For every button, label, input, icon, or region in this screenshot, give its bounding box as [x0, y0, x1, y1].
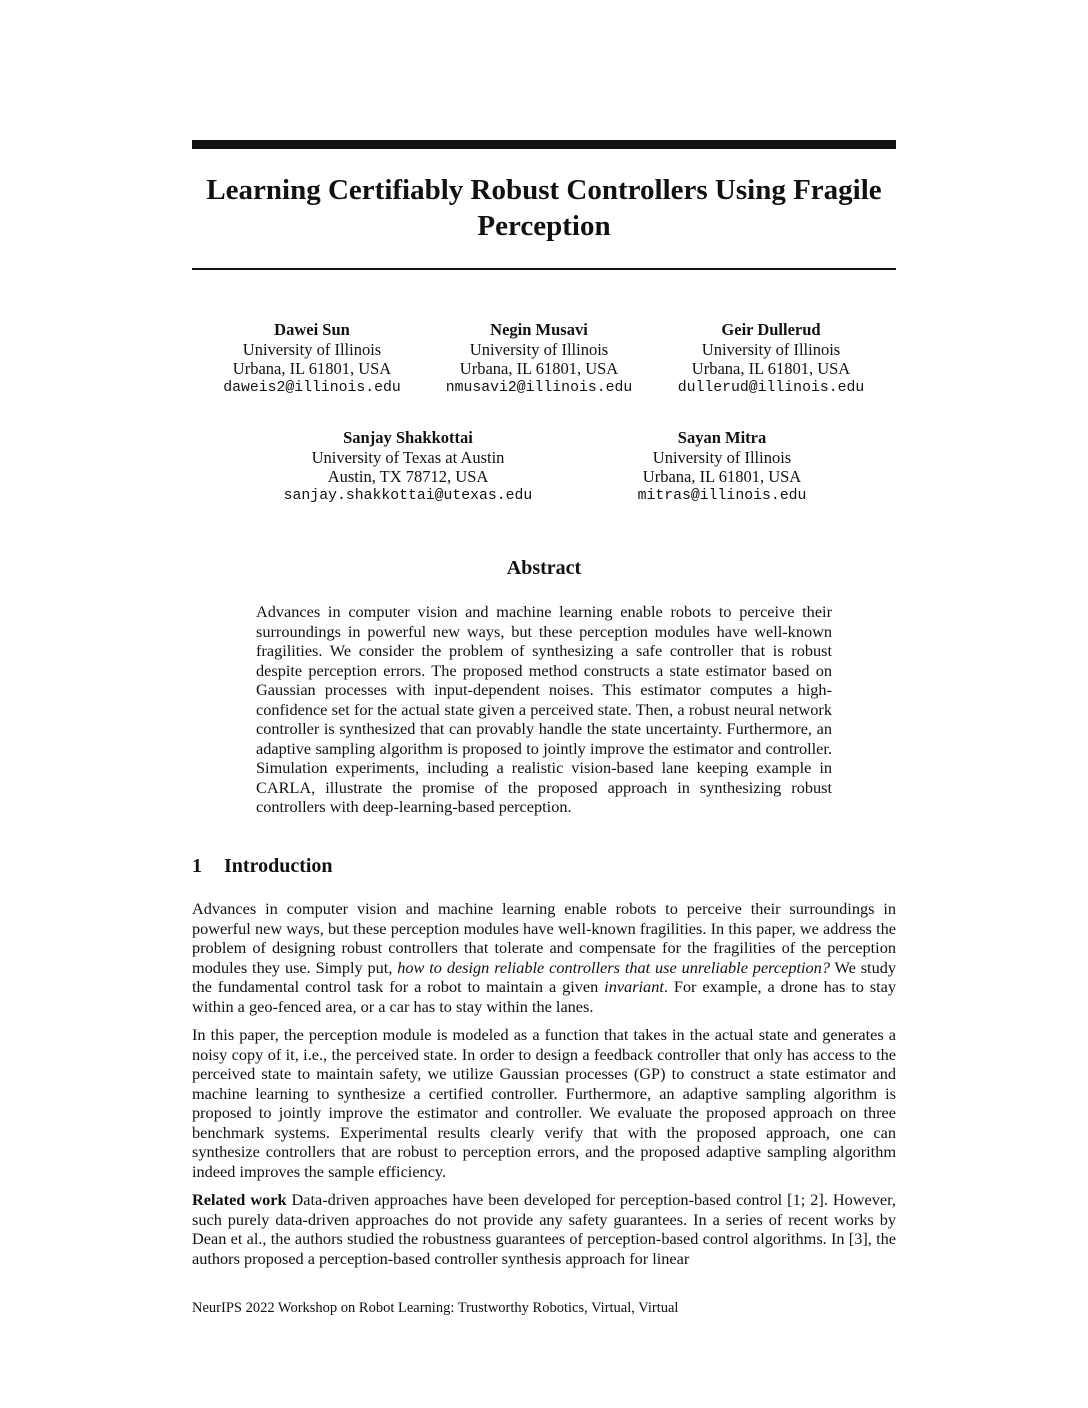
section-heading — [192, 854, 333, 878]
paragraph: In this paper, the perception module is modeled as a function that takes in the actual state and generates a noisy copy of it, i.e., the perceived state. In order to design a feedback controller that only has access to the perceived state to maintain safety, we utilize Gaussian processes (GP) to construct a state estimator and machine learning to synthesize a certified controller. Furthermore, an adaptive sampling algorithm is proposed to jointly improve the estimator and controller. We evaluate the proposed approach on three benchmark systems. Experimental results clearly verify that with the proposed approach, one can synthesize controllers that are robust to perception errors, and the proposed adaptive sampling algorithm indeed improves the sample efficiency. — [192, 1025, 896, 1181]
section-title: Introduction — [224, 855, 333, 877]
paper-title: Learning Certifiably Robust Controllers Using Fragile Perception — [206, 174, 882, 242]
author-affiliation: University of Illinois — [469, 339, 609, 359]
author-name: Sayan Mitra — [677, 428, 767, 447]
paragraph — [192, 1190, 896, 1268]
author-block — [212, 320, 412, 398]
abstract-heading: Abstract — [506, 557, 582, 579]
section-number: 1 — [192, 855, 202, 877]
paragraph — [192, 899, 896, 1016]
section-body — [192, 899, 896, 1277]
author-affiliation: University of Illinois — [652, 447, 792, 467]
author-address: Urbana, IL 61801, USA — [459, 359, 619, 379]
author-block — [669, 320, 873, 398]
author-address: Urbana, IL 61801, USA — [691, 359, 851, 379]
paragraph-text: Data-driven approaches have been developed for perception-based control [1; 2]. However, such purely data-driven approaches do not provide any safety guarantees. In a series of recent works by Dean et al., the authors studied the robustness guarantees of perception-based control algorithms. In [3], the authors proposed a perception-based controller synthesis approach for linear — [192, 1190, 896, 1268]
paragraph-text: We study the fundamental control task for a robot to maintain a given — [192, 957, 896, 996]
title-bottom-rule — [192, 268, 896, 270]
emphasis-text: invariant — [604, 977, 664, 996]
author-address: Austin, TX 78712, USA — [327, 467, 489, 487]
emphasis-text: how to design reliable controllers that use unreliable perception? — [397, 957, 830, 977]
paragraph-text: . For example, a drone has to stay within a geo-fenced area, or a car has to stay within the lanes. — [192, 977, 896, 1016]
paragraph-text: Advances in computer vision and machine learning enable robots to perceive their surroundings in powerful new ways, but these perception modules have well-known fragilities. In this paper, we address the problem of designing robust controllers that tolerate and compensate for the fragilities of the perception modules they use. Simply put, — [192, 899, 896, 977]
author-address: Urbana, IL 61801, USA — [232, 359, 392, 379]
author-affiliation: University of Texas at Austin — [311, 447, 505, 467]
venue-footer: NeurIPS 2022 Workshop on Robot Learning: Trustworthy Robotics, Virtual, Virtual — [192, 1300, 679, 1316]
author-block — [272, 428, 544, 506]
author-name: Negin Musavi — [490, 320, 588, 339]
author-block — [439, 320, 639, 398]
author-email: dullerud@illinois.edu — [677, 379, 865, 396]
author-email: mitras@illinois.edu — [637, 487, 807, 504]
title-top-rule — [192, 140, 896, 149]
abstract-text: Advances in computer vision and machine learning enable robots to perceive their surroundings in powerful new ways, but these perception modules have well-known fragilities. We consider the problem of synthesizing a safe controller that is robust despite perception errors. The proposed method constructs a state estimator based on Gaussian processes with input-dependent noises. This estimator computes a high-confidence set for the actual state given a perceived state. Then, a robust neural network controller is synthesized that can provably handle the state uncertainty. Furthermore, an adaptive sampling algorithm is proposed to jointly improve the estimator and controller. Simulation experiments, including a realistic vision-based lane keeping example in CARLA, illustrate the promise of the proposed approach in synthesizing robust controllers with deep-learning-based perception. — [256, 602, 832, 816]
author-block — [622, 428, 822, 506]
author-affiliation: University of Illinois — [242, 339, 382, 359]
author-affiliation: University of Illinois — [701, 339, 841, 359]
author-email: nmusavi2@illinois.edu — [445, 379, 633, 396]
run-in-heading: Related work — [192, 1190, 287, 1209]
author-email: daweis2@illinois.edu — [223, 379, 401, 396]
author-email: sanjay.shakkottai@utexas.edu — [283, 487, 533, 504]
author-address: Urbana, IL 61801, USA — [642, 467, 802, 487]
author-name: Sanjay Shakkottai — [343, 428, 473, 447]
author-name: Dawei Sun — [274, 320, 350, 339]
author-name: Geir Dullerud — [721, 320, 821, 339]
